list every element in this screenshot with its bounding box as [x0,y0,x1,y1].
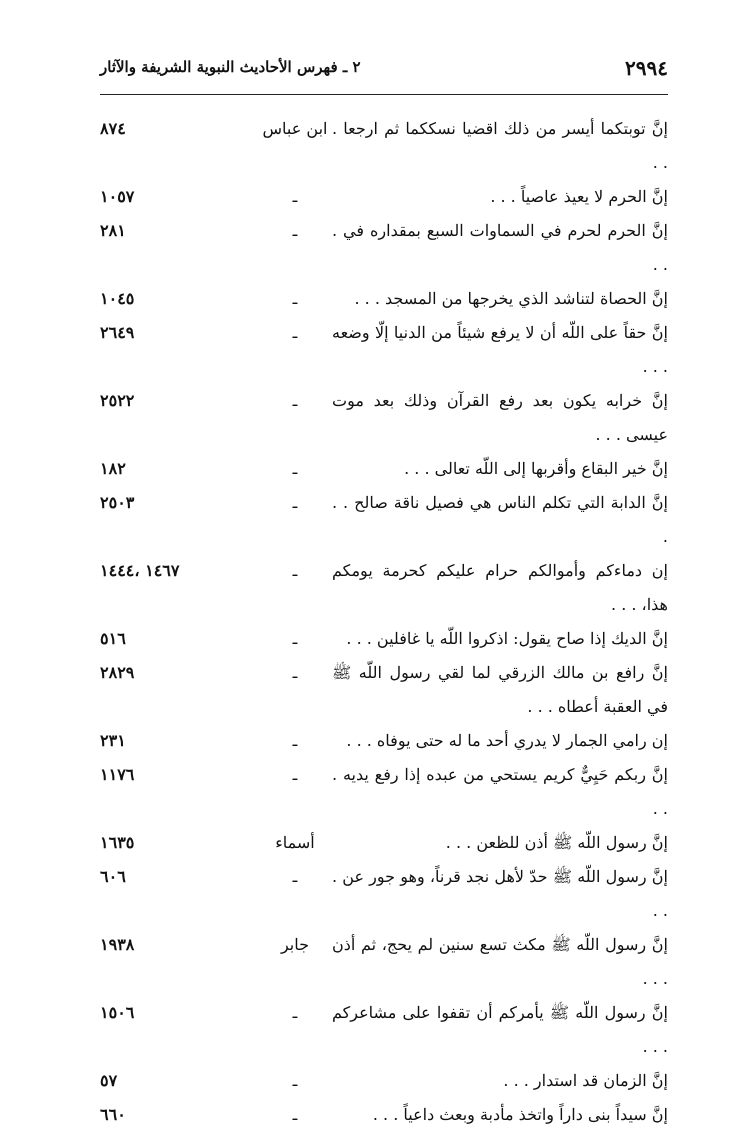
hadith-text: إنَّ الحصاة لتناشد الذي يخرجها من المسجد . . . [354,289,668,308]
hadith-text: إنَّ الحرم لحرم في السماوات السبع بمقداره في . . . [332,221,668,274]
reference-number: ٢٨٢٩ [100,663,135,682]
page-number: ٢٩٩٤ [625,56,668,80]
index-entry [100,928,668,996]
hadith-index-list [100,112,668,1132]
index-entry [100,1098,668,1132]
index-entry [100,554,668,622]
narrator: ـ [292,765,298,784]
narrator: أسماء [275,833,315,852]
hadith-text: إنَّ رسول اللّه ﷺ يأمركم أن تقفوا على مشاعركم . . . [332,1003,668,1056]
narrator: ـ [292,731,298,750]
reference-number: ١٠٤٥ [100,289,135,308]
hadith-text: إنَّ الزمان قد استدار . . . [503,1071,668,1090]
narrator: جابر [280,935,310,954]
narrator: ـ [292,629,298,648]
reference-number: ١٨٢ [100,459,126,478]
running-title: ٢ ـ فهرس الأحاديث النبوية الشريفة والآثار [100,58,361,76]
hadith-text: إنَّ الحرم لا يعيذ عاصياً . . . [490,187,668,206]
narrator: ـ [292,867,298,886]
narrator: ـ [292,1071,298,1090]
narrator: ابن عباس [262,119,328,138]
reference-number: ٢٨١ [100,221,126,240]
narrator: ـ [292,323,298,342]
narrator: ـ [292,391,298,410]
hadith-text: إنَّ توبتكما أيسر من ذلك اقضيا نسككما ثم ارجعا . . . [332,119,668,172]
reference-number: ١٠٥٧ [100,187,135,206]
index-entry [100,282,668,316]
hadith-text: إنَّ رافع بن مالك الزرقي لما لقي رسول اللّه ﷺ في العقبة أعطاه . . . [332,663,668,716]
index-entry [100,384,668,452]
hadith-text: إنَّ رسول اللّه ﷺ أذن للظعن . . . [445,833,668,852]
hadith-text: إنَّ خير البقاع وأقربها إلى اللّه تعالى . . . [404,459,668,478]
index-entry [100,214,668,282]
reference-number: ٢٥٢٢ [100,391,135,410]
hadith-text: إنَّ خرابه يكون بعد رفع القرآن وذلك بعد موت عيسى . . . [332,391,668,444]
narrator: ـ [292,663,298,682]
index-entry [100,112,668,180]
reference-number: ٦٠٦ [100,867,126,886]
reference-number: ٥١٦ [100,629,126,648]
narrator: ـ [292,221,298,240]
hadith-text: إن رامي الجمار لا يدري أحد ما له حتى يوفاه . . . [346,731,668,750]
index-entry [100,452,668,486]
index-entry [100,724,668,758]
narrator: ـ [292,1105,298,1124]
index-entry [100,1064,668,1098]
narrator: ـ [292,493,298,512]
hadith-text: إنَّ حقاً على اللّه أن لا يرفع شيئاً من الدنيا إلّا وضعه . . . [332,323,668,376]
narrator: ـ [292,561,298,580]
header-divider [100,94,668,95]
reference-number: ٥٧ [100,1071,118,1090]
page-header [100,52,668,86]
index-entry [100,180,668,214]
index-entry [100,622,668,656]
reference-number: ١٦٣٥ [100,833,135,852]
narrator: ـ [292,1003,298,1022]
index-entry [100,758,668,826]
index-entry [100,996,668,1064]
reference-number: ٢٥٠٣ [100,493,135,512]
reference-number: ٢٣١ [100,731,126,750]
index-entry [100,860,668,928]
reference-number: ٦٦٠ [100,1105,126,1124]
reference-number: ١٤٦٧ ،١٤٤٤ [100,561,180,580]
hadith-text: إن دماءكم وأموالكم حرام عليكم كحرمة يومكم هذا، . . . [332,561,668,614]
narrator: ـ [292,289,298,308]
narrator: ـ [292,187,298,206]
index-entry [100,316,668,384]
hadith-text: إنَّ سيداً بنى داراً واتخذ مأدبة وبعث داعياً . . . [372,1105,668,1124]
reference-number: ١٩٣٨ [100,935,135,954]
hadith-text: إنَّ رسول اللّه ﷺ مكث تسع سنين لم يحج، ثم أذن . . . [332,935,668,988]
hadith-text: إنَّ ربكم حَيِيٌّ كريم يستحي من عبده إذا رفع يديه . . . [332,765,668,818]
reference-number: ١١٧٦ [100,765,135,784]
hadith-text: إنَّ رسول اللّه ﷺ حدّ لأهل نجد قرناً، وهو جور عن . . . [332,867,668,920]
hadith-text: إنَّ الدابة التي تكلم الناس هي فصيل ناقة صالح . . . [332,493,668,546]
reference-number: ١٥٠٦ [100,1003,135,1022]
index-entry [100,656,668,724]
hadith-text: إنَّ الديك إذا صاح يقول: اذكروا اللّه يا غافلين . . . [346,629,668,648]
index-entry [100,826,668,860]
reference-number: ٢٦٤٩ [100,323,135,342]
reference-number: ٨٧٤ [100,119,126,138]
index-entry [100,486,668,554]
narrator: ـ [292,459,298,478]
